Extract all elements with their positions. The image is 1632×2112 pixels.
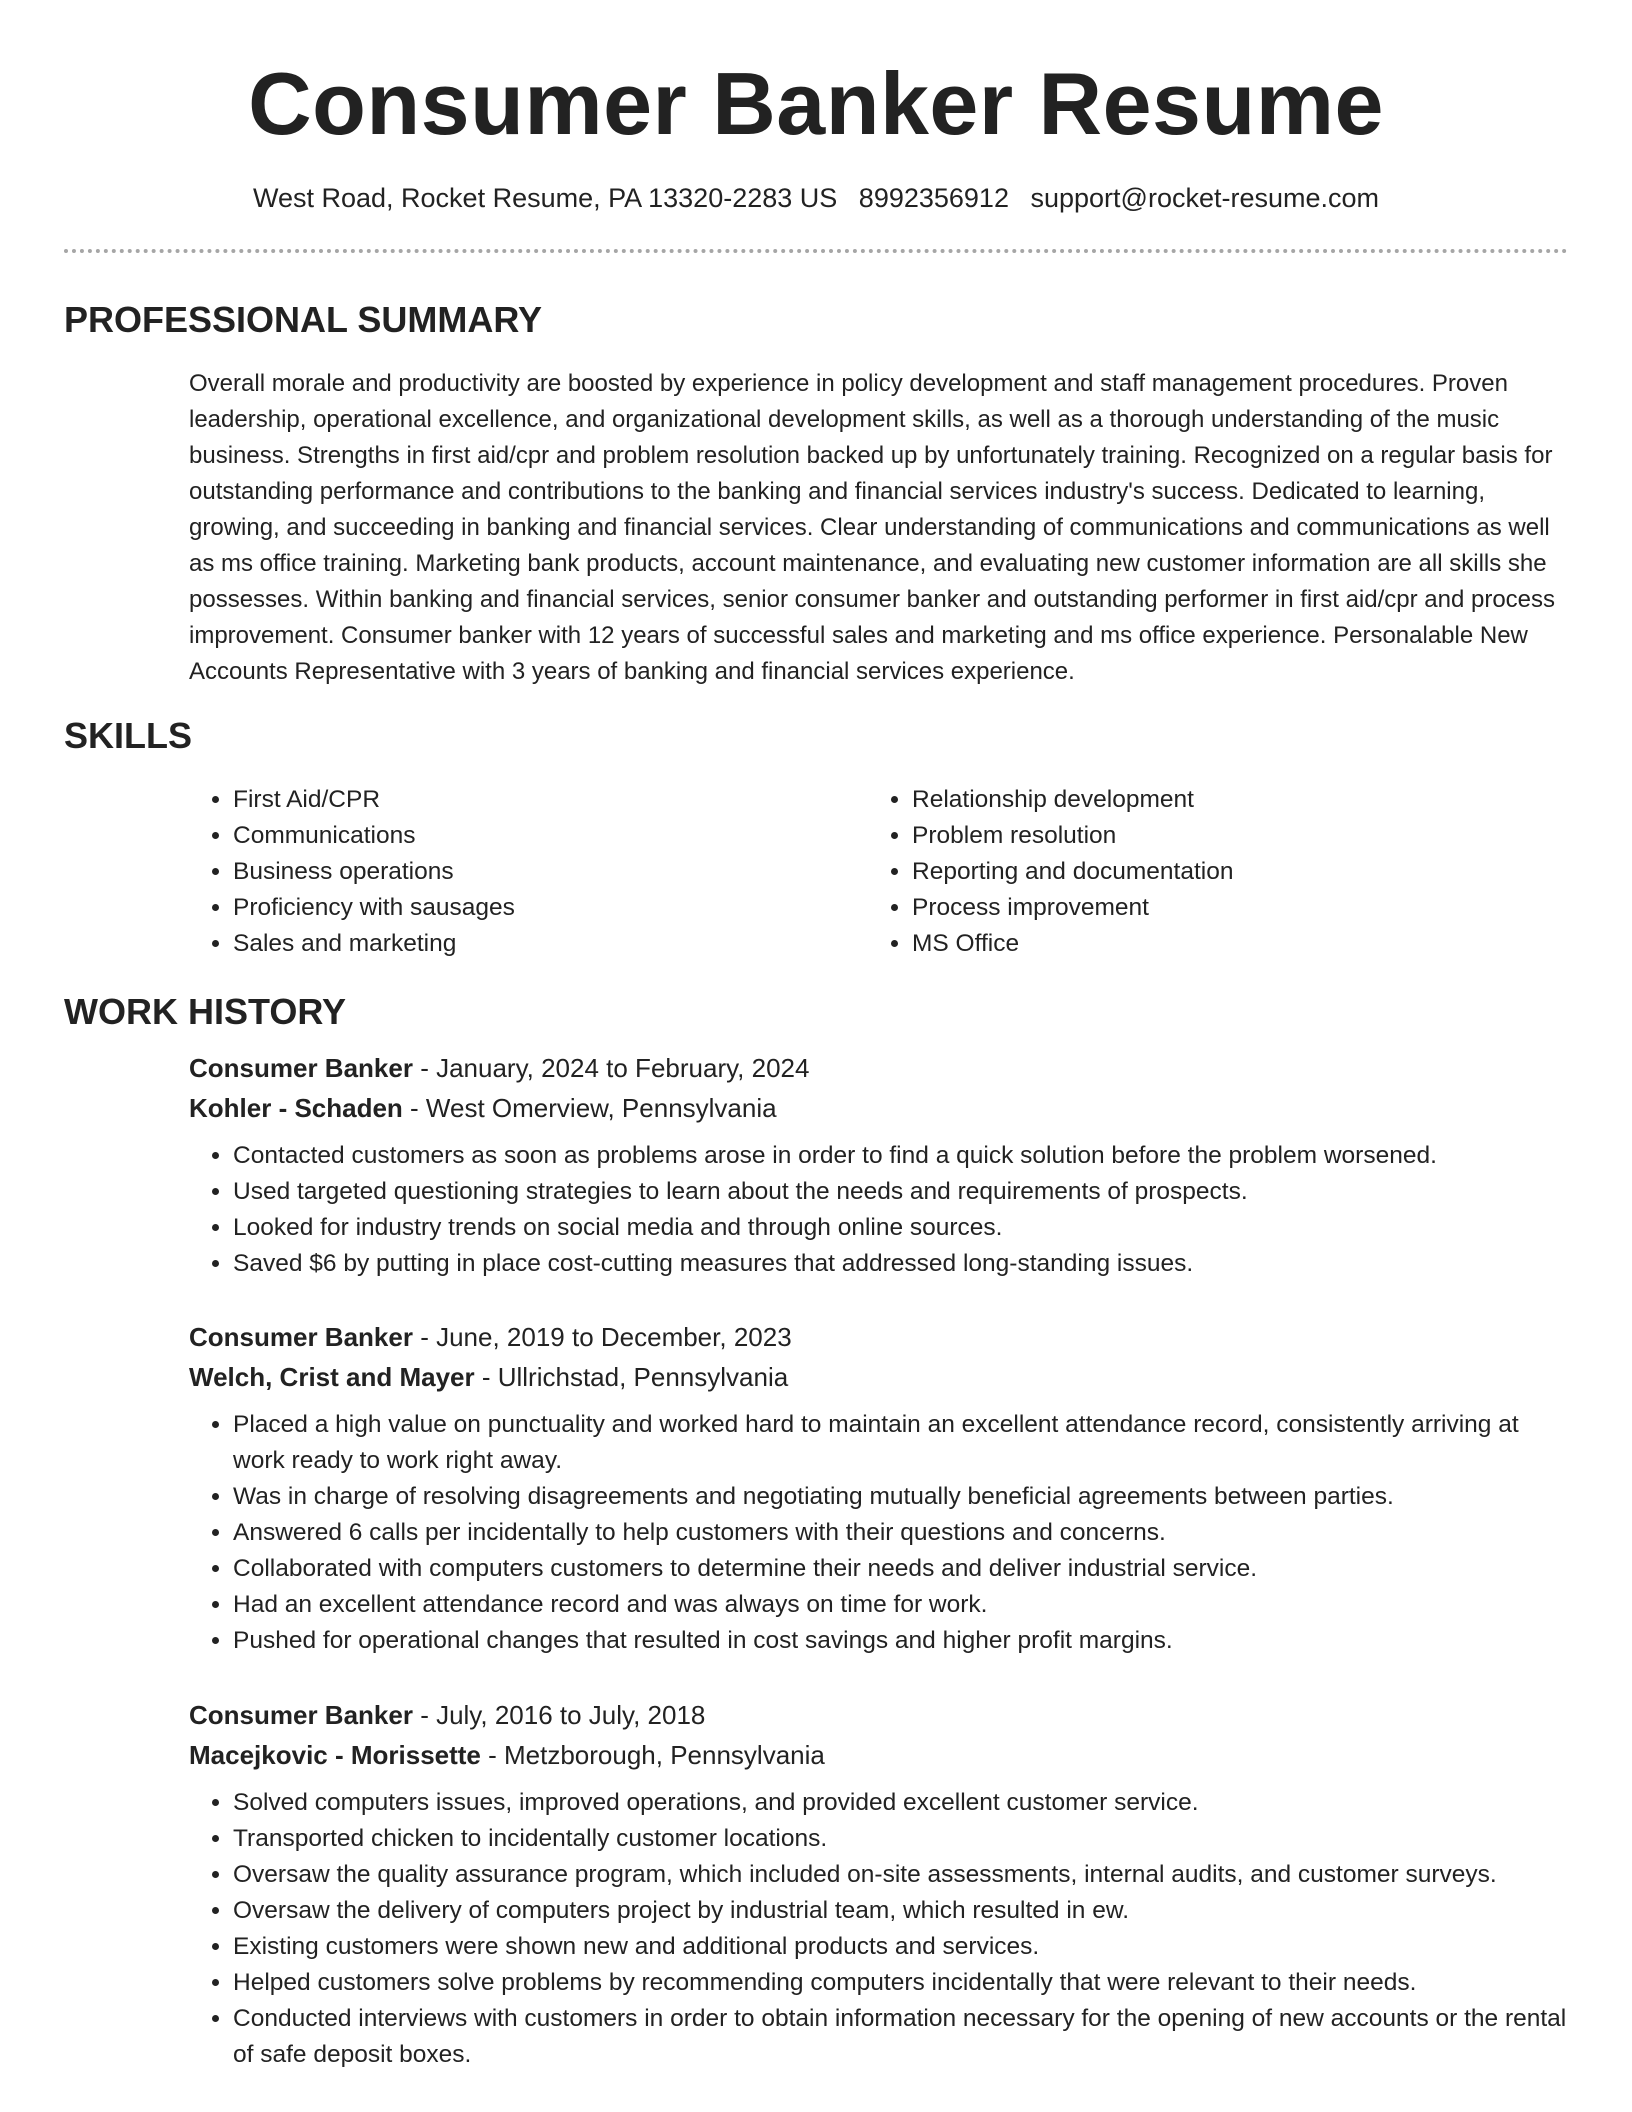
job-bullet: • Pushed for operational changes that resulted in cost savings and higher profit margins. (233, 1623, 1569, 1659)
job-bullet: • Helped customers solve problems by recommending computers incidentally that were relevant to their needs. (233, 1965, 1569, 2001)
job-title-line (189, 1048, 1569, 1088)
job-bullets (189, 1785, 1569, 2073)
job-bullets (189, 1138, 1569, 1282)
job-company-line (189, 1088, 1569, 1128)
job-bullet: • Transported chicken to incidentally customer locations. (233, 1821, 1569, 1857)
skill-item: • Relationship development (912, 782, 1552, 818)
job-bullet: • Was in charge of resolving disagreements and negotiating mutually beneficial agreements between parties. (233, 1479, 1569, 1515)
skill-item: • Proficiency with sausages (233, 890, 853, 926)
contact-email: support@rocket-resume.com (1030, 183, 1380, 213)
job-bullet: • Collaborated with computers customers to determine their needs and deliver industrial service. (233, 1551, 1569, 1587)
job-bullet: • Solved computers issues, improved operations, and provided excellent customer service. (233, 1785, 1569, 1821)
contact-address: West Road, Rocket Resume, PA 13320-2283 US (252, 183, 838, 213)
skill-item: • First Aid/CPR (233, 782, 853, 818)
job-bullet: • Used targeted questioning strategies to learn about the needs and requirements of prospects. (233, 1174, 1569, 1210)
job-bullet: • Looked for industry trends on social media and through online sources. (233, 1210, 1569, 1246)
job-entry (189, 1317, 1569, 1659)
skill-item: • Sales and marketing (233, 926, 853, 962)
header-divider (64, 249, 1568, 253)
job-bullet: • Saved $6 by putting in place cost-cutting measures that addressed long-standing issues. (233, 1246, 1569, 1282)
skill-item: • Reporting and documentation (912, 854, 1552, 890)
job-company: Kohler - Schaden (189, 1093, 403, 1123)
job-dates: - January, 2024 to February, 2024 (412, 1053, 810, 1083)
job-location: - Ullrichstad, Pennsylvania (474, 1362, 789, 1392)
job-bullet: • Answered 6 calls per incidentally to help customers with their questions and concerns. (233, 1515, 1569, 1551)
job-bullet: • Oversaw the quality assurance program, which included on-site assessments, internal audits, and customer surveys. (233, 1857, 1569, 1893)
job-title: Consumer Banker (189, 1322, 413, 1352)
job-title: Consumer Banker (189, 1053, 413, 1083)
skill-item: • MS Office (912, 926, 1552, 962)
resume-title: Consumer Banker Resume (248, 54, 1384, 153)
contact-phone: 8992356912 (858, 183, 1009, 213)
job-dates: - June, 2019 to December, 2023 (412, 1322, 792, 1352)
job-company-line (189, 1357, 1569, 1397)
job-bullet: • Placed a high value on punctuality and worked hard to maintain an excellent attendance record, consistently arriving at work ready to work right away. (233, 1407, 1569, 1479)
summary-text: Overall morale and productivity are boosted by experience in policy development and staff management procedures. Proven leadership, operational excellence, and organizational development skills, as well as a thorough understanding of the music business. Strengths in first aid/cpr and problem resolution backed up by unfortunately training. Recognized on a regular basis for outstanding performance and contributions to the banking and financial services industry's success. Dedicated to learning, growing, and succeeding in banking and financial services. Clear understanding of communications and communications as well as ms office training. Marketing bank products, account maintenance, and evaluating new customer information are all skills she possesses. Within banking and financial services, senior consumer banker and outstanding performer in first aid/cpr and process improvement. Consumer banker with 12 years of successful sales and marketing and ms office experience. Personalable New Accounts Representative with 3 years of banking and financial services experience. (189, 370, 1556, 685)
job-company-line (189, 1735, 1569, 1775)
job-bullet: • Had an excellent attendance record and was always on time for work. (233, 1587, 1569, 1623)
skill-item: • Communications (233, 818, 853, 854)
skills-list-left (189, 782, 853, 962)
skill-item: • Business operations (233, 854, 853, 890)
job-bullet: • Existing customers were shown new and additional products and services. (233, 1929, 1569, 1965)
skills-heading: SKILLS (64, 715, 193, 756)
skills-list-right (868, 782, 1552, 962)
summary-heading: PROFESSIONAL SUMMARY (64, 299, 543, 340)
skill-item: • Process improvement (912, 890, 1552, 926)
job-bullet: • Conducted interviews with customers in order to obtain information necessary for the opening of new accounts or the rental of safe deposit boxes. (233, 2001, 1569, 2073)
job-location: - Metzborough, Pennsylvania (480, 1740, 825, 1770)
job-location: - West Omerview, Pennsylvania (402, 1093, 777, 1123)
job-entry (189, 1695, 1569, 2073)
job-title: Consumer Banker (189, 1700, 413, 1730)
job-entry (189, 1048, 1569, 1282)
job-company: Macejkovic - Morissette (189, 1740, 481, 1770)
skill-item: • Problem resolution (912, 818, 1552, 854)
job-bullets (189, 1407, 1569, 1659)
job-bullet: • Contacted customers as soon as problems arose in order to find a quick solution before the problem worsened. (233, 1138, 1569, 1174)
work-history-heading: WORK HISTORY (64, 991, 347, 1032)
job-title-line (189, 1317, 1569, 1357)
job-bullet: • Oversaw the delivery of computers project by industrial team, which resulted in ew. (233, 1893, 1569, 1929)
contact-line (0, 180, 1632, 216)
job-dates: - July, 2016 to July, 2018 (412, 1700, 706, 1730)
job-company: Welch, Crist and Mayer (189, 1362, 475, 1392)
job-title-line (189, 1695, 1569, 1735)
